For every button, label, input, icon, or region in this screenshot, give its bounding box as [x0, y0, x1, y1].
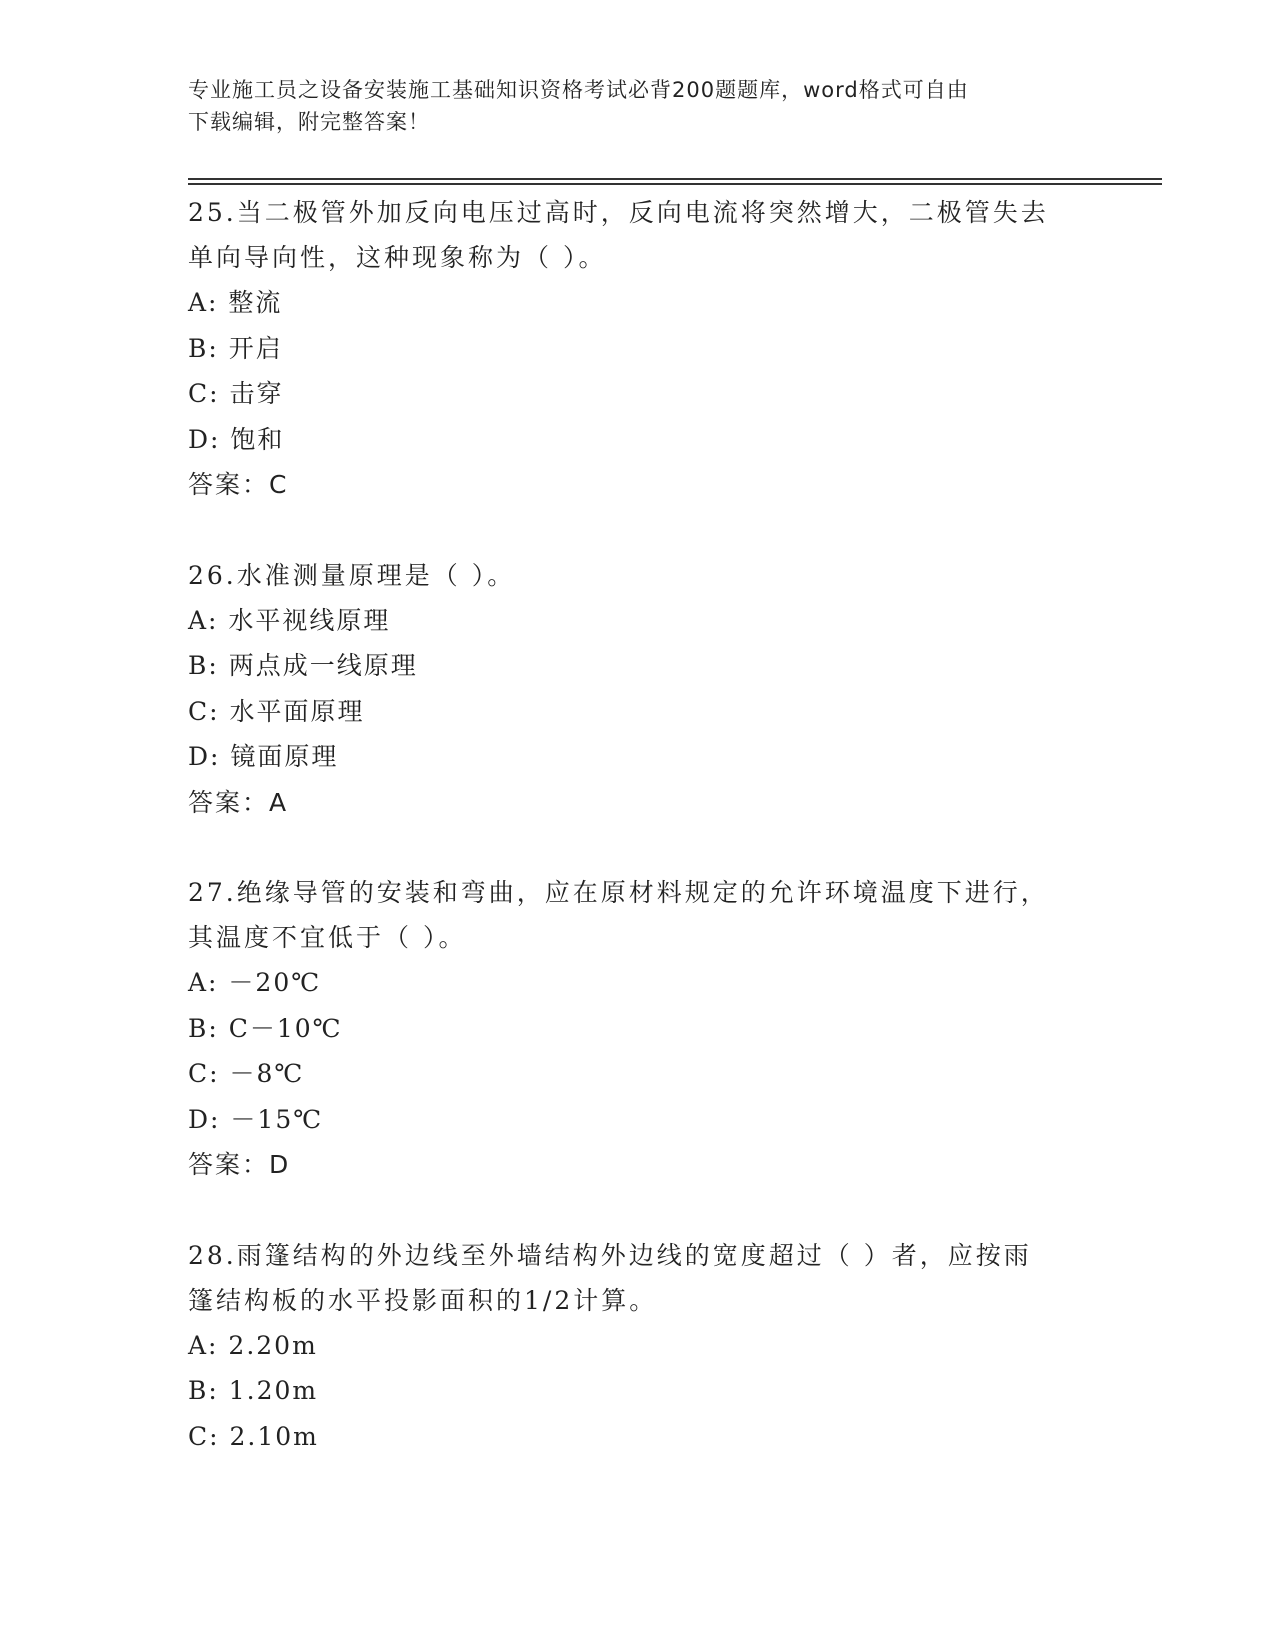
header-line-1: 专业施工员之设备安装施工基础知识资格考试必背200题题库，word格式可自由 [188, 78, 969, 102]
question-text-line: 篷结构板的水平投影面积的1/2计算。 [188, 1285, 658, 1315]
question-27 [188, 870, 1088, 1188]
option-d: D: －15℃ [188, 1104, 324, 1134]
option-a: A: 2.20m [188, 1330, 318, 1360]
document-header [188, 74, 1088, 138]
question-list [188, 190, 1088, 1504]
option-b: B: 两点成一线原理 [188, 651, 418, 680]
option-c: C: 水平面原理 [188, 696, 365, 726]
option-c: C: 击穿 [188, 379, 284, 408]
option-b: B: 开启 [188, 333, 283, 363]
header-divider-bottom [188, 183, 1162, 185]
option-a: A: －20℃ [188, 968, 322, 997]
question-text-line: 26.水准测量原理是（ ）。 [188, 560, 516, 590]
answer-line: 答案：D [188, 1150, 291, 1179]
option-b: B: C－10℃ [188, 1013, 343, 1043]
option-b: B: 1.20m [188, 1376, 319, 1405]
answer-line: 答案：C [188, 470, 289, 499]
answer-line: 答案：A [188, 787, 289, 817]
question-28 [188, 1233, 1088, 1460]
question-26 [188, 553, 1088, 826]
question-25 [188, 190, 1088, 508]
question-text-line: 27.绝缘导管的安装和弯曲，应在原材料规定的允许环境温度下进行， [188, 878, 1049, 907]
header-line-2: 下载编辑，附完整答案！ [188, 110, 430, 134]
option-c: C: －8℃ [188, 1059, 305, 1088]
header-divider-top [188, 178, 1162, 180]
question-text-line: 其温度不宜低于（ ）。 [188, 923, 467, 952]
option-a: A: 水平视线原理 [188, 605, 391, 635]
option-d: D: 饱和 [188, 424, 285, 454]
question-text-line: 25.当二极管外加反向电压过高时，反向电流将突然增大，二极管失去 [188, 198, 1049, 227]
question-text-line: 28.雨篷结构的外边线至外墙结构外边线的宽度超过（ ）者，应按雨 [188, 1240, 1032, 1270]
option-c: C: 2.10m [188, 1421, 319, 1451]
option-a: A: 整流 [188, 288, 283, 317]
question-text-line: 单向导向性，这种现象称为（ ）。 [188, 243, 607, 272]
option-d: D: 镜面原理 [188, 742, 339, 771]
